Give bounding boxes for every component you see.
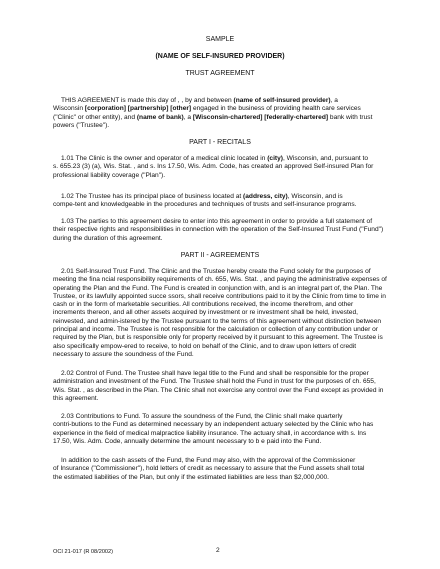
- sample-heading: SAMPLE: [205, 36, 235, 43]
- document-title: TRUST AGREEMENT: [185, 70, 255, 77]
- section-1-03-line-1: 1.03 The parties to this agreement desire to enter into this agreement in order to provide a full statement of: [61, 218, 373, 225]
- intro-line-2: [53, 105, 393, 113]
- section-1-03-line-2: their respective rights and responsibilities in connection with the operation of the Self-Insured Trust Fund ("Fund"): [53, 226, 384, 234]
- section-2-01-line: also specifically empow-ered to receive, to hold on behalf of the Clinic, and to draw upon letters of credit: [53, 342, 357, 350]
- part-2-heading: PART II - AGREEMENTS: [180, 252, 260, 259]
- section-2-03-line: 2.03 Contributions to Fund. To assure the soundness of the Fund, the Clinic shall make quarterly: [61, 413, 343, 420]
- intro-line-4: powers ("Trustee").: [53, 121, 110, 129]
- intro-paragraph: [53, 97, 393, 130]
- intro-line-1: [53, 97, 393, 105]
- page-number: 2: [216, 547, 220, 554]
- section-2-01-line: necessary to assure the soundness of the Fund.: [53, 350, 194, 358]
- section-2-02-line: administration and investment of the Fund. The Trustee shall hold the Fund in trust for the purposes of ch. 655,: [53, 378, 376, 386]
- section-text: 1.01 The Clinic is the owner and operator of a medical clinic located in: [61, 155, 268, 162]
- section-2-01: [53, 268, 393, 359]
- section-2-01-line: reinvested, and admin-istered by the Trustee pursuant to the terms of this agreement without distinction between: [53, 317, 382, 325]
- section-1-01-line-1: [53, 155, 393, 163]
- section-1-01-line-3: professional liability coverage ("Plan").: [53, 171, 166, 179]
- section-1-03: [53, 218, 393, 243]
- section-2-02: [53, 370, 393, 403]
- section-2-01-line: 2.01 Self-Insured Trust Fund. The Clinic and the Trustee hereby create the Fund solely for the purposes of: [61, 268, 371, 275]
- entity-type-placeholder: [corporation] [partnership] [other]: [84, 105, 192, 113]
- section-1-02-line-1: [53, 193, 393, 201]
- section-1-01: [53, 155, 393, 180]
- intro-text: THIS AGREEMENT is made this day of , , by and between: [61, 97, 234, 104]
- part-1-heading: PART I - RECITALS: [189, 139, 251, 146]
- section-2-03: [53, 413, 393, 446]
- section-text: , Wisconsin, and, pursuant to: [283, 155, 369, 162]
- section-2-02-line: Wis. Stat. , as described in the Plan. The Clinic shall not exercise any control over the Fund except as provided in: [53, 386, 384, 394]
- section-2-01-line: required by the Plan, but is responsible only for property received by it pursuant to this agreement. The Trustee is: [53, 334, 383, 342]
- section-2-03-line: contri-butions to the Fund as determined necessary by an independent actuary selected by the Clinic who has: [53, 421, 374, 429]
- form-identifier: OCI 21-017 (R 08/2002): [53, 549, 114, 555]
- section-1-03-line-3: during the duration of this agreement.: [53, 234, 163, 242]
- charter-type-placeholder: [Wisconsin-chartered] [federally-chartered]: [192, 113, 329, 121]
- section-1-02-line-2: compe-tent and knowledgeable in the procedures and techniques of trusts and self-insurance programs.: [53, 201, 357, 209]
- section-2-01-line: meeting the fina ncial responsibility requirements of ch. 655, Wis. Stat. , and paying the administrative expenses of: [53, 276, 387, 284]
- section-2-03-continued: [53, 457, 393, 482]
- section-2-01-line: principal and income. The Trustee is not responsible for the calculation or collection of any contribution under or: [53, 326, 378, 334]
- intro-line-3: [53, 114, 393, 122]
- provider-placeholder: (name of self-insured provider): [233, 97, 331, 104]
- section-2-02-line: this agreement.: [53, 394, 99, 402]
- section-2-03-line: experience in the field of medical malpractice liability insurance. The actuary shall, in accordance with s. Ins: [53, 429, 367, 437]
- section-text: 1.02 The Trustee has its principal place of business located at: [61, 193, 244, 200]
- city-placeholder: (city): [267, 155, 283, 162]
- intro-text: bank with trust: [328, 113, 373, 121]
- intro-text: Wisconsin: [53, 105, 85, 113]
- section-2-03b-line: of Insurance ("Commissioner"), hold letters of credit as necessary to assure that the Fund assets shall total: [53, 465, 365, 473]
- section-1-01-line-2: s. 655.23 (3) (a), Wis. Stat. , and s. Ins 17.50, Wis. Adm. Code, has created an approved Self-insured Plan for: [53, 163, 374, 171]
- intro-text: engaged in the business of providing health care services: [191, 105, 361, 113]
- section-1-02: [53, 193, 393, 210]
- section-text: , Wisconsin, and is: [287, 193, 343, 200]
- section-2-03-line: 17.50, Wis. Adm. Code, annually determine the amount necessary to b e paid into the Fund.: [53, 437, 322, 445]
- provider-name-heading: (NAME OF SELF-INSURED PROVIDER): [155, 53, 285, 60]
- section-2-01-line: operating the Plan and the Fund. The Fund is created in conjunction with, and is an integral part of, the Plan. The: [53, 284, 383, 292]
- intro-text: , a: [330, 97, 338, 104]
- section-2-01-line: Trustee, or its lawfully appointed succe ssors, shall receive contributions paid to it by the Clinic from time to time in: [53, 292, 386, 300]
- section-2-01-line: cash or in the form of marketable securities. All contributions received, the income therefrom, and other: [53, 301, 354, 309]
- section-2-02-line: 2.02 Control of Fund. The Trustee shall have legal title to the Fund and shall be responsible for the proper: [61, 370, 369, 377]
- bank-name-placeholder: (name of bank): [136, 113, 184, 121]
- section-2-03b-line: the estimated liabilities of the Plan, but only if the estimated liabilities are less than $2,000,000.: [53, 473, 330, 481]
- section-2-01-line: increments thereon, and all other assets acquired by investment or re investment shall be held, invested,: [53, 309, 358, 317]
- section-2-03b-line: In addition to the cash assets of the Fund, the Fund may also, with the approval of the Commissioner: [61, 457, 356, 464]
- address-placeholder: (address, city): [243, 193, 288, 200]
- intro-text: , a: [183, 113, 193, 121]
- intro-text: ("Clinic" or other entity), and: [53, 113, 137, 121]
